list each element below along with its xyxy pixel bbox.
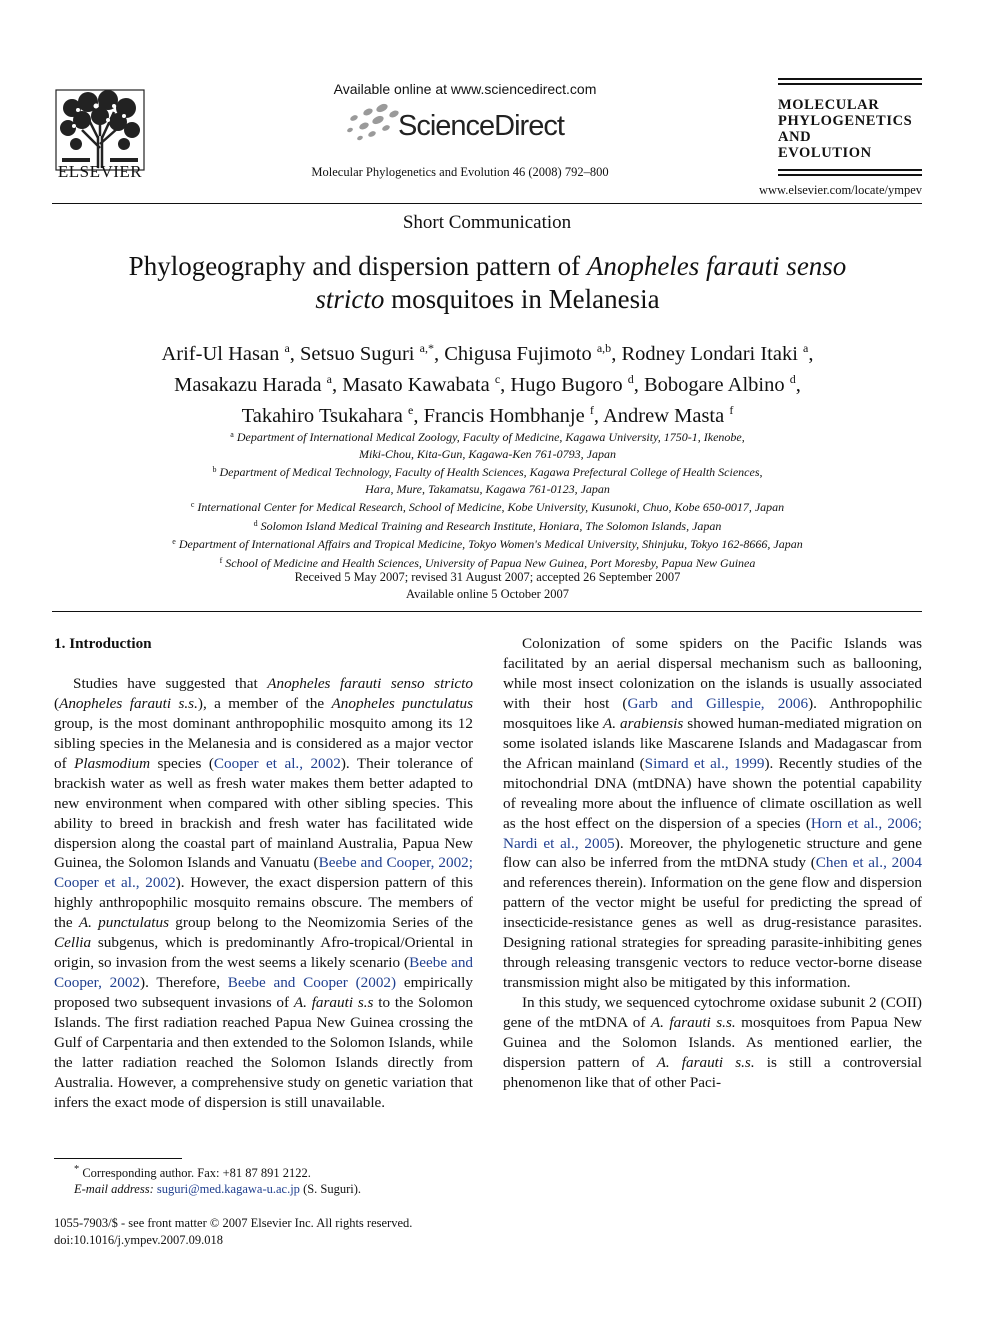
citation-link[interactable]: Beebe and Cooper, 2002 [54,954,474,992]
affiliation-item: $^c$ International Center for Medical Research, School of Medicine, Kobe University, Kusunoki, Chuo, Kobe 650-0017, Japan [190,500,785,514]
affiliation-item: $^d$ Solomon Island Medical Training and Research Institute, Honiara, The Solomon Islands, Japan [253,518,722,533]
author-affiliation-mark: d [789,372,796,386]
received-dates: Received 5 May 2007; revised 31 August 2007; accepted 26 September 2007 [294,570,681,584]
author-affiliation-mark[interactable]: a,* [419,341,434,355]
citation-link[interactable]: Beebe and Cooper (2002) [227,974,397,992]
citation-link[interactable]: Horn et al., 2006; Nardi et al., 2005 [503,814,922,852]
issn-copyright: 1055-7903/$ - see front matter © 2007 Elsevier Inc. All rights reserved. [54,1216,413,1230]
article-dates [60,569,915,603]
author-affiliation-mark: f [729,403,734,417]
author-affiliation-mark: f [589,403,594,417]
author-name: Arif-Ul Hasan [161,343,280,365]
author-name: Francis Hombhanje [423,405,585,427]
author-affiliation-mark: a [284,341,290,355]
author-name: Rodney Londari Itaki [621,343,798,365]
author-affiliation-mark: a [803,341,809,355]
sciencedirect-name: ScienceDirect [398,110,564,142]
italic-term: Anopheles punctulatus [331,694,474,712]
article-title: Phylogeography and dispersion pattern of Anopheles farauti senso stricto mosquitoes in Melanesia [128,251,847,314]
citation-link[interactable]: Chen et al., 2004 [815,854,922,872]
citation-link[interactable]: Garb and Gillespie, 2006 [627,694,809,712]
copyright-block [54,1215,494,1248]
author-name: Hugo Bugoro [510,374,623,396]
journal-citation: Molecular Phylogenetics and Evolution 46 (2008) 792–800 [311,165,609,179]
citation-link[interactable]: Cooper et al., 2002 [213,754,341,772]
affiliation-item: $^e$ Department of International Affairs and Tropical Medicine, Tokyo Women's Medical University, Shinjuku, Tokyo 162-8666, Japan [172,537,803,551]
journal-name-box [778,78,922,179]
italic-term: A. arabiensis [602,714,684,732]
citation-link[interactable]: Simard et al., 1999 [644,754,765,772]
author-affiliation-mark: e [408,403,414,417]
author-name: Setsuo Suguri [300,343,415,365]
author-affiliation-mark: a,b [596,341,612,355]
email-suffix: (S. Suguri). [299,1182,362,1197]
author-affiliation-mark: a [326,372,332,386]
author-name: Chigusa Fujimoto [444,343,592,365]
author-name: Masato Kawabata [342,374,490,396]
journal-url[interactable]: www.elsevier.com/locate/ympev [758,183,922,197]
title-divider [52,611,922,612]
affiliation-item-continued: Hara, Mure, Takamatsu, Kagawa 761-0123, Japan [365,481,610,496]
affiliation-item: $^b$ Department of Medical Technology, Faculty of Health Sciences, Kagawa Prefectural College of Health Sciences, [212,465,763,479]
italic-term: Anopheles farauti senso stricto [267,674,473,692]
doi[interactable]: doi:10.1016/j.ympev.2007.09.018 [54,1232,223,1247]
header-divider [52,203,922,204]
author-name: Masakazu Harada [174,374,322,396]
italic-term: Anopheles farauti s.s. [59,694,198,712]
affiliation-item-continued: Miki-Chou, Kita-Gun, Kagawa-Ken 761-0793, Japan [359,446,616,461]
footnote-mark: * [74,1164,80,1175]
left-column [54,634,473,1113]
italic-term: A. punctulatus [78,914,170,932]
footnote-divider [54,1158,182,1159]
article-type: Short Communication [402,212,572,233]
author-affiliation-mark: c [494,372,501,386]
italic-term: A. farauti s.s. [650,1014,736,1032]
email-label: E-mail address: [74,1182,154,1197]
available-online[interactable]: Available online at www.sciencedirect.com [333,81,597,97]
affiliation-list [60,427,915,571]
paragraph-2: Colonization of some spiders on the Pacific Islands was facilitated by an aerial dispersal mechanism such as ballooning, while most insect colonization on the islands is usually associated with their host (Garb and Gillespie, 2006). Anthropophilic mosquitoes like A. arabiensis showed human-mediated migration on some isolated islands like Mascarene Islands and Madagascar from the African mainland (Simard et al., 1999). Recently studies of the mitochondrial DNA (mtDNA) have shown the potential capability of revealing more about the influence of climate oscillation as well as the host effect on the dispersion of a species (Horn et al., 2006; Nardi et al., 2005). Moreover, the phylogenetic structure and gene flow can also be inferred from the mtDNA study (Chen et al., 2004 and references therein). Information on the gene flow and dispersion pattern of the vector might be useful for predicting the spread of insecticide-resistance genes as well as drug-resistance parasites. Designing rational strategies for spreading parasite-inhibiting genes through releasing transgenic vectors to reduce vector-borne disease transmission might also be mitigated by this information. [503,635,922,992]
paragraph-1: Studies have suggested that Anopheles farauti senso stricto (Anopheles farauti s.s.), a member of the Anopheles punctulatus group, is the most dominant anthropophilic mosquito among its 12 sibling species in the Melanesia and is considered as a major vector of Plasmodium species (Cooper et al., 2002). Their tolerance of brackish water as well as fresh water makes them better adapted to new environment when compared with other sibling species. This ability to breed in brackish and fresh water has facilitated wide dispersion along the coastal part of mainland Australia, Papua New Guinea, the Solomon Islands and Vanuatu (Beebe and Cooper, 2002; Cooper et al., 2002). However, the exact dispersion pattern of this highly anthropophilic mosquito remains obscure. The members of the A. punctulatus group belong to the Neomizomia Series of the Cellia subgenus, which is predominantly Afro-tropical/Oriental in origin, so invasion from the west seems a likely scenario (Beebe and Cooper, 2002). Therefore, Beebe and Cooper (2002) empirically proposed two subsequent invasions of A. farauti s.s to the Solomon Islands. The first radiation reached Papua New Guinea crossing the Gulf of Carpentaria and then extended to the Solomon Islands, while the latter radiation reached the Solomon Islands directly from Australia. However, a comprehensive study on genetic variation that infers the exact mode of dispersion is still unavailable. [54,674,474,1111]
paragraph-3: In this study, we sequenced cytochrome oxidase subunit 2 (COII) gene of the mtDNA of A. farauti s.s. mosquitoes from Papua New Guinea and the Solomon Islands. As mentioned earlier, the dispersion pattern of A. farauti s.s. is still a controversial phenomenon like that of other Paci- [503,994,922,1091]
italic-term: A. farauti s.s [293,994,374,1012]
author-name: Bobogare Albino [643,374,785,396]
section-heading: 1. Introduction [54,635,152,652]
italic-term: Cellia [54,934,92,952]
italic-term: Plasmodium [74,754,151,772]
journal-name: MOLECULAR PHYLOGENETICS AND EVOLUTION [778,97,913,161]
publisher-name: ELSEVIER [57,162,143,181]
affiliation-item: $^f$ School of Medicine and Health Sciences, University of Papua New Guinea, Port Moresby, Papua New Guinea [219,555,756,570]
author-name: Andrew Masta [602,405,725,427]
affiliation-item: $^a$ Department of International Medical Zoology, Faculty of Medicine, Kagawa University, 1750-1, Ikenobe, [230,430,745,444]
author-name: Takahiro Tsukahara [241,405,403,427]
italic-term: A. farauti s.s. [656,1054,755,1072]
author-list: Arif-Ul Hasan $^a$, Setsuo Suguri $^{a,*}$, Chigusa Fujimoto $^{a,b}$, Rodney Londari Itaki $^a$, Masakazu Harada $^a$, Masato Kawabata $^c$, Hugo Bugoro $^d$, Bobogare Albino $^d$, Takahiro Tsukahara $^e$, Francis Hombhanje $^f$, Andrew Masta $^f$ [161,341,814,427]
available-online-date: Available online 5 October 2007 [406,587,569,601]
right-column [503,634,922,1093]
corresponding-author: Corresponding author. Fax: +81 87 891 2122. [82,1166,311,1181]
footnote [54,1162,474,1197]
author-affiliation-mark: d [627,372,634,386]
email-link[interactable]: suguri@med.kagawa-u.ac.jp [156,1182,300,1197]
citation-link[interactable]: Beebe and Cooper, 2002; Cooper et al., 2002 [54,854,473,892]
